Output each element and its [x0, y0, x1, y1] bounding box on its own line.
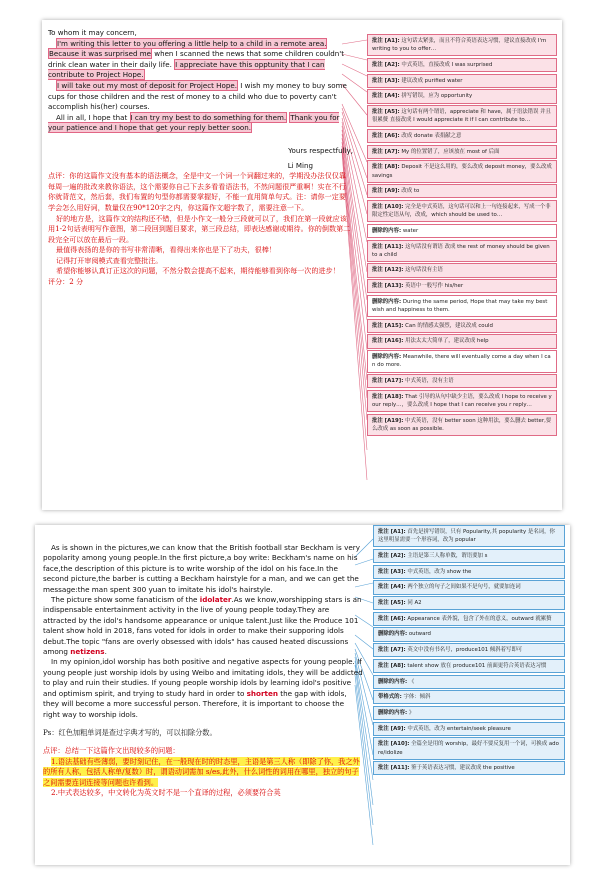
comment-box[interactable]: 批注 [A2]: 中式英语，直接改成 I was surprised [367, 58, 557, 72]
highlight-span: I'm writing this letter to you offering a little help to a child in a remote area. [57, 38, 327, 48]
review-paragraph: 2.中式表达较多，中文转化为英文时不是一个直译的过程，必须要符合英 [51, 787, 281, 797]
deletion-box[interactable]: 删除的内容: 《 [373, 675, 565, 689]
comment-box[interactable]: 批注 [A5]: 同 A2 [373, 596, 565, 610]
essay-body [43, 543, 363, 798]
letter-signature: Li Ming [287, 160, 313, 170]
review-title: 点评：总结一下这篇作文出现较多的问题： [43, 746, 180, 756]
score: 评分：2 分 [48, 277, 84, 287]
essay-paragraph-3: In my opinion,idol worship has both positive and negative aspects for young people. If young people just worship idols by using Weibo and imitating idols, they will be addicted to play and ruin their studies. If young people worship idols by learning idol's positive and optimism spirit, and trying to study hard in order to shorten the gap with idols, they will become a more successful person. Therefore, it is important to choose the right way to worship idols. [43, 657, 363, 719]
review-paragraph: 记得打开审阅模式查看完整批注。 [56, 255, 163, 265]
dictionary-word: shorten [246, 688, 278, 698]
comment-sidebar [367, 34, 557, 438]
text-span: All in all, I hope that [56, 112, 128, 122]
review-paragraph: 好的地方是，这篇作文的结构还不错，但是小作文一般分三段就可以了，我们在第一段就应该用1-2句话表明写作意图，第二段回到题目要求，第三段总结，即表达感谢或期待。你的倒数第二段完全可以放在最后一段。 [48, 213, 351, 244]
comment-box[interactable]: 批注 [A11]: 鉴于英语表达习惯，建议改成 the positive [373, 761, 565, 775]
comment-box[interactable]: 批注 [A11]: 这句话没有谓语 改成 the rest of money should be given to a child [367, 240, 557, 262]
comment-box[interactable]: 批注 [A10]: 全篇全是用的 worship，最好不要反复用一个词，可换成 adore/idolize [373, 737, 565, 759]
comment-box[interactable]: 批注 [A5]: 这句话有两个谓语，appreciate 和 have，属于语法错误 并且很累赘 直接改成 I would appreciate it if I can contribute to… [367, 105, 557, 127]
comment-box[interactable]: 批注 [A19]: 中式英语，没有 better soon 这种用法，要么删去 better,要么改成 as soon as possible. [367, 414, 557, 436]
comment-box[interactable]: 批注 [A16]: 用法太太大简单了，建议改成 help [367, 334, 557, 348]
comment-box[interactable]: 批注 [A7]: My 的位置错了，应该放在 most of 后面 [367, 145, 557, 159]
comment-box[interactable]: 批注 [A18]: That 引导的从句中缺少主语，要么改成 I hope to receive your reply…，要么改成 I hope that I can receive you r reply… [367, 390, 557, 412]
text-span: when I scanned the news that some children couldn't drink clean water in their daily life. [48, 49, 344, 69]
letter-closing: Yours respectfully, [288, 145, 353, 155]
letter-paragraph-3 [48, 113, 353, 134]
comment-box[interactable]: 批注 [A4]: 两个独立的句子之间如果不是句号，就要加连词 [373, 580, 565, 594]
letter-paragraph-1 [48, 39, 353, 81]
deletion-box[interactable]: 删除的内容: outward [373, 627, 565, 641]
comment-box[interactable]: 批注 [A4]: 拼写错误，应为 opportunity [367, 89, 557, 103]
comment-box[interactable]: 批注 [A17]: 中式英语，没有主语 [367, 374, 557, 388]
dictionary-word: idolater [199, 595, 232, 605]
dictionary-word: netizens [70, 647, 105, 657]
letter-greeting: To whom it may concern, [48, 28, 137, 37]
highlight-span: I appreciate have this opptunity that I can contribute to Project Hope. [48, 59, 325, 80]
highlight-span: I will take out my most of deposit for Project Hope. [57, 80, 237, 90]
comment-box[interactable]: 批注 [A9]: 改成 to [367, 184, 557, 198]
deletion-box[interactable]: 删除的内容: During the same period, Hope that may take my best wish and happiness to them. [367, 295, 557, 317]
essay-paragraph-2: The picture show some fanaticism of the idolater.As we know,worshipping stars is an indispensable entertainment activity in the live of young people today.They are attracted by the idol's handsome appearance or unique talent.Just like the Produce 101 talent show hold in 2018, fans voted for idols in order to make their supporing idols debut.The topic "fans are overly obsessed with idols" has caused heated discussions among netizens. [43, 595, 362, 657]
deletion-box[interactable]: 删除的内容: Meanwhile, there will eventually come a day when I can do more. [367, 350, 557, 372]
comment-box[interactable]: 批注 [A1]: 这句话太紧张，而且不符合英语表达习惯，建议直接改成 I'm writing to you to offer… [367, 34, 557, 56]
comment-box[interactable]: 批注 [A9]: 中式英语，改为 entertain/seek pleasure [373, 722, 565, 736]
comment-box[interactable]: 批注 [A15]: Can 的情感太强烈，建议改成 could [367, 319, 557, 333]
letter-body [48, 28, 353, 288]
comment-box[interactable]: 批注 [A1]: 首先是拼写错误，只有 Popularity,其 popularity 是名词，你这里明显需要一个形容词，改为 popular [373, 525, 565, 547]
essay-paragraph-1: As is shown in the pictures,we can know that the British football star Beckham is very popolarity among young people.In the first picture,a boy write: Beckham's name on his face,the description of this picture is to write worship of the idol on his face.In the second picture,the barber is cutting a Beckham hairstyle for a man, and we can get the message:the man spent 300 yuan to imitate his idol's hairstyle. [43, 543, 360, 594]
comment-box[interactable]: 批注 [A3]: 建议改成 purified water [367, 74, 557, 88]
review-paragraph: 点评：你的这篇作文没有基本的语法概念，全是中文一个词一个词翻过来的，学期没办法仅仅靠每周一遍的批改来教你语法，这个需要你自己下去多看看语法书，不然问题很严重啊！实在不行你就背范文，然后套，我们布置的句型你都需要掌握好，不能一直用简单句式。注：请你一定要学会怎么用好词，数量仅在90*120字之内，你这篇作文超字数了，需要注意一下。 [48, 171, 346, 212]
comment-sidebar [373, 525, 565, 777]
deletion-box[interactable]: 删除的内容: water [367, 224, 557, 238]
deletion-box[interactable]: 删除的内容: 》 [373, 706, 565, 720]
comment-box[interactable]: 批注 [A3]: 中式英语，改为 show the [373, 565, 565, 579]
ps-note: Ps：红色加粗单词是查过字典才写的，可以扣除分数。 [43, 727, 217, 737]
letter-paragraph-2 [48, 81, 353, 113]
review-paragraph: 最值得表扬的是你的书写非常清晰，看得出来你也是下了功夫，很棒！ [56, 245, 276, 255]
format-box[interactable]: 带格式的: 字体：倾斜 [373, 690, 565, 704]
comment-box[interactable]: 批注 [A2]: 主语是第三人称单数，谓语要加 s [373, 549, 565, 563]
comment-box[interactable]: 批注 [A12]: 这句话没有主语 [367, 263, 557, 277]
comment-box[interactable]: 批注 [A8]: Deposit 不是这么用的，要么改成 deposit money，要么改成 savings [367, 160, 557, 182]
document-page-2 [35, 525, 570, 865]
review-paragraph: 希望你能够认真订正这次的问题，不然分数会提高不起来，期待能够看到你每一次的进步！ [56, 266, 340, 276]
comment-box[interactable]: 批注 [A13]: 英语中一般写作 his/her [367, 279, 557, 293]
comment-box[interactable]: 批注 [A6]: Appearance 表外貌，包含了外在的意义，outward 就累赘 [373, 612, 565, 626]
text-span: I wish my money to buy some cups for those children and the rest of money to a child who due to poverty can't accomplish his(her) courses. [48, 80, 347, 112]
document-page-1 [42, 20, 562, 510]
review-paragraph: 1.语法基础有些薄弱，要时刻记住，在一般现在时的时态里，主语是第三人称（即除了你，我之外的所有人称，包括人称单/复数）时，谓语动词需加 s/es,此外，什么词性的词用在哪里，独立的句子之间需要连词连接等问题也许看到。 [43, 756, 360, 787]
comment-box[interactable]: 批注 [A6]: 改成 donate 表捐献之意 [367, 129, 557, 143]
comment-box[interactable]: 批注 [A8]: talent show 放在 produce101 前面更符合英语表达习惯 [373, 659, 565, 673]
highlight-span: I can try my best to do something for them. [130, 112, 287, 122]
highlight-span: Because it was surprised me [49, 49, 151, 59]
comment-box[interactable]: 批注 [A7]: 英文中没有书名号，produce101 倾斜着写即可 [373, 643, 565, 657]
comment-box[interactable]: 批注 [A10]: 完全是中式英语，这句话可以和上一句连接起来，写成一个非限定性定语从句，改成，which should be used to… [367, 200, 557, 222]
highlight-span: Thank you for your patience and I hope that get your reply better soon. [48, 112, 340, 133]
